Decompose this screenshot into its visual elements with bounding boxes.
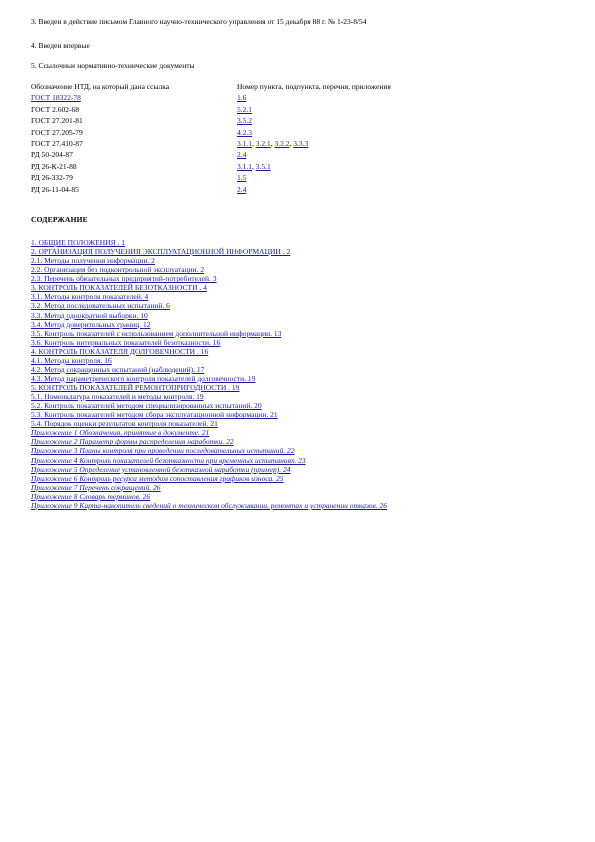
toc-appendix-link[interactable]: Приложение 1 Обозначения, принятые в документе. 21 <box>31 428 210 438</box>
table-row <box>31 172 451 183</box>
toc-link[interactable]: 5.2. Контроль показателей методом специализированных испытаний. 20 <box>31 401 262 411</box>
clause-numbers-cell: 3.1.1, 3.2.1, 3.2.2, 3.3.3 <box>237 138 309 148</box>
toc-link[interactable]: 4.1. Методы контроля. 16 <box>31 355 112 365</box>
column-header-clause: Номер пункта, подпункта, перечня, приложения <box>237 82 391 91</box>
table-row <box>31 127 451 138</box>
table-row <box>31 115 451 126</box>
table-row <box>31 149 451 160</box>
document-designation-cell <box>31 172 237 183</box>
toc-link[interactable]: 3.4. Метод доверительных границ. 12 <box>31 319 151 329</box>
toc-appendix-link[interactable]: Приложение 4 Контроль показателей безотказности при временных испытаниях. 23 <box>31 455 306 465</box>
toc-link[interactable]: 5. КОНТРОЛЬ ПОКАЗАТЕЛЕЙ РЕМОНТОПРИГОДНОСТИ . 19 <box>31 383 240 392</box>
document-designation: РД 50-204-87 <box>31 150 73 160</box>
clause-numbers-cell <box>237 92 451 103</box>
document-designation: ГОСТ 27.410-87 <box>31 138 83 148</box>
document-designation: РД 26-11-04-85 <box>31 184 79 194</box>
clause-link[interactable]: 3.2.2 <box>274 138 290 148</box>
document-designation-cell <box>31 127 237 138</box>
clause-link[interactable]: 3.2.1 <box>255 138 271 148</box>
document-designation: ГОСТ 2.602-68 <box>31 104 79 114</box>
intro-paragraph-5: 5. Ссылочные нормативно-технические документы <box>31 61 195 70</box>
table-row <box>31 184 451 195</box>
clause-numbers-cell <box>237 115 451 126</box>
clause-numbers-cell <box>237 149 451 160</box>
document-designation-cell <box>31 138 237 149</box>
clause-numbers-cell <box>237 184 451 195</box>
document-designation-cell <box>31 92 237 103</box>
toc-link[interactable]: 2.3. Перечень обязательных предприятий-потребителей. 3 <box>31 274 217 284</box>
clause-numbers-cell <box>237 104 451 115</box>
document-designation: ГОСТ 27.201-81 <box>31 116 83 126</box>
reference-documents-table <box>31 81 451 195</box>
clause-link[interactable]: 2.4 <box>237 150 247 160</box>
clause-link[interactable]: 5.2.1 <box>237 104 252 114</box>
toc-link[interactable]: 2.2. Организация без подконтрольной эксплуатации. 2 <box>31 265 205 275</box>
document-link[interactable]: ГОСТ 18322-78 <box>31 93 81 103</box>
clause-numbers-cell: 3.1.1, 3.5.1 <box>237 161 271 171</box>
intro-paragraph-4: 4. Введен впервые <box>31 41 90 50</box>
toc-link[interactable]: 1. ОБЩИЕ ПОЛОЖЕНИЯ . 1 <box>31 238 125 247</box>
clause-link[interactable]: 3.3.3 <box>293 138 309 148</box>
toc-appendix-link[interactable]: Приложение 2 Параметр формы распределения наработки. 22 <box>31 437 234 447</box>
document-designation-cell <box>31 149 237 160</box>
toc-appendix-link[interactable]: Приложение 3 Планы контроля при проведении последовательных испытаний. 22 <box>31 446 295 456</box>
clause-link[interactable]: 1.5 <box>237 173 247 183</box>
document-designation: РД 26-К-21-88 <box>31 161 77 171</box>
clause-link[interactable]: 1.6 <box>237 93 247 103</box>
clause-link[interactable]: 4.2.3 <box>237 127 252 137</box>
clause-numbers-cell <box>237 127 451 138</box>
document-designation-cell <box>31 184 237 195</box>
clause-numbers-cell <box>237 172 451 183</box>
table-row <box>31 104 451 115</box>
toc-link[interactable]: 3.5. Контроль показателей с использованием дополнительной информации. 13 <box>31 328 282 338</box>
clause-link[interactable]: 3.1.1 <box>237 138 252 148</box>
toc-appendix-link[interactable]: Приложение 8 Словарь терминов. 26 <box>31 491 151 501</box>
table-header-row <box>31 81 451 92</box>
toc-link[interactable]: 3.3. Метод однократной выборки. 10 <box>31 310 148 320</box>
column-header-document: Обозначение НТД, на который дана ссылка <box>31 82 170 91</box>
clause-link[interactable]: 3.5.2 <box>237 116 252 126</box>
document-designation: ГОСТ 27.205-79 <box>31 127 83 137</box>
clause-link[interactable]: 2.4 <box>237 184 247 194</box>
toc-link[interactable]: 4.2. Метод сокращенных испытаний (наблюдений). 17 <box>31 364 205 374</box>
toc-link[interactable]: 2. ОРГАНИЗАЦИЯ ПОЛУЧЕНИЯ ЭКСПЛУАТАЦИОННОЙ ИНФОРМАЦИИ . 2 <box>31 247 291 257</box>
toc-appendix-link[interactable]: Приложение 6 Контроль ресурса методом сопоставления графиков износа. 25 <box>31 473 284 483</box>
table-of-contents <box>31 238 387 510</box>
clause-link[interactable]: 3.5.1 <box>255 161 271 171</box>
toc-link[interactable]: 5.3. Контроль показателей методом сбора эксплуатационной информации. 21 <box>31 410 278 420</box>
toc-link[interactable]: 2.1. Методы получения информации. 2 <box>31 256 155 266</box>
clause-link[interactable]: 3.1.1 <box>237 161 252 171</box>
document-designation-cell <box>31 161 237 172</box>
toc-appendix-link[interactable]: Приложение 5 Определение установленной безотказной наработки (пример). 24 <box>31 464 291 474</box>
document-designation-cell <box>31 104 237 115</box>
toc-title: СОДЕРЖАНИЕ <box>31 215 88 224</box>
toc-link[interactable]: 3.1. Методы контроля показателей. 4 <box>31 292 149 302</box>
toc-link[interactable]: 3. КОНТРОЛЬ ПОКАЗАТЕЛЕЙ БЕЗОТКАЗНОСТИ . 4 <box>31 283 207 293</box>
toc-link[interactable]: 4.3. Метод параметрического контроля показателей долговечности. 19 <box>31 373 256 383</box>
document-designation: РД 26-332-79 <box>31 173 73 183</box>
toc-link[interactable]: 4. КОНТРОЛЬ ПОКАЗАТЕЛЯ ДОЛГОВЕЧНОСТИ . 16 <box>31 346 209 356</box>
table-row <box>31 161 451 172</box>
toc-appendix-link[interactable]: Приложение 9 Карта-накопитель сведений о техническом обслуживании, ремонтах и устранении отказов. 26 <box>31 500 388 510</box>
document-designation-cell <box>31 115 237 126</box>
toc-appendix-link[interactable]: Приложение 7 Перечень сокращений. 26 <box>31 482 161 492</box>
intro-paragraph-3: 3. Введен в действие письмом Главного научно-технического управления от 15 декабря 88 г. № 1-23-8/54 <box>31 17 367 26</box>
toc-link[interactable]: 3.6. Контроль интервальных показателей безотказности. 16 <box>31 337 221 347</box>
toc-link[interactable]: 5.4. Порядок оценки результатов контроля показателей. 21 <box>31 419 218 429</box>
table-row <box>31 92 451 103</box>
table-row <box>31 138 451 149</box>
toc-link[interactable]: 3.2. Метод последовательных испытаний. 6 <box>31 301 170 311</box>
toc-link[interactable]: 5.1. Номенклатура показателей и методы контроля. 19 <box>31 392 204 402</box>
